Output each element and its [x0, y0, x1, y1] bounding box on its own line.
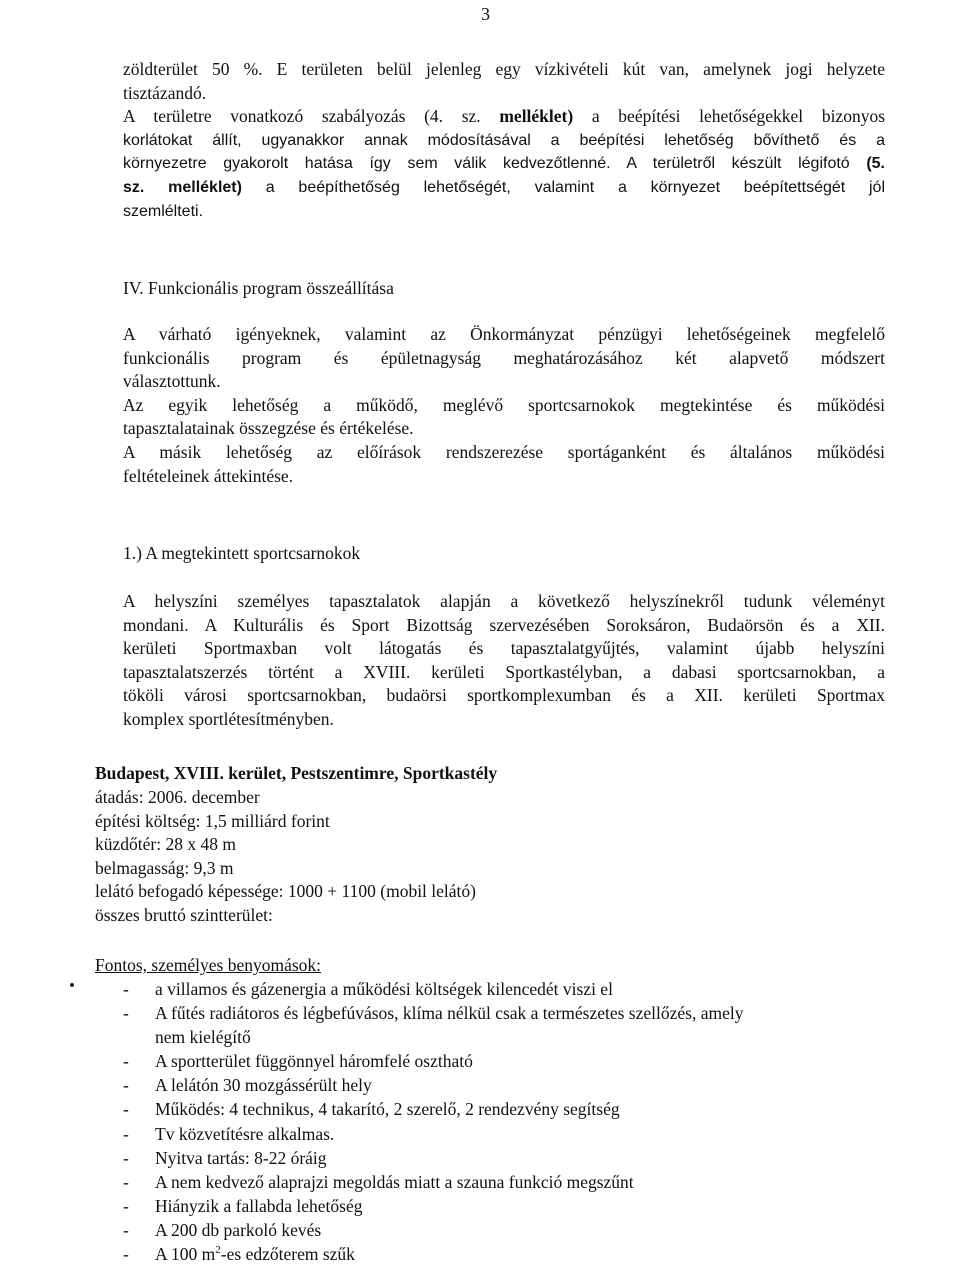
dash-marker: - [123, 979, 129, 999]
dash-marker: - [123, 1147, 129, 1168]
notes-list [123, 977, 885, 1266]
list-item-text: A nem kedvező alaprajzi megoldás miatt a szauna funkció megszűnt [155, 1171, 634, 1192]
list-item-text: a villamos és gázenergia a működési költségek kilencedét viszi el [155, 979, 613, 999]
dash-marker: - [123, 1123, 129, 1144]
section-heading: 1.) A megtekintett sportcsarnokok [123, 543, 361, 563]
list-item-text: A sportterület függönnyel háromfelé osztható [155, 1051, 473, 1072]
list-item [123, 1122, 885, 1146]
text-line: tapasztalatszerzés történt a XVIII. kerületi Sportkastélyban, a dabasi sportcsarnokban, a [123, 661, 885, 682]
dash-marker: - [123, 1219, 129, 1240]
dash-marker: - [123, 1244, 129, 1265]
venue-title: Budapest, XVIII. kerület, Pestszentimre, Sportkastély [95, 763, 498, 783]
notes-title: Fontos, személyes benyomások: [95, 955, 322, 975]
list-item [123, 1194, 885, 1218]
text-line: tököli városi sportcsarnokban, budaörsi sportkomplexumban és a XII. kerületi Sportmax [123, 685, 885, 706]
text-fragment: környezetre gyakorolt hatása így sem válik kedvezőtlenné. A területről készült légifotó [123, 155, 867, 173]
text-line [123, 176, 885, 200]
text-line: kerületi Sportmaxban volt látogatás és tapasztalatgyűjtés, valamint újabb helyszíni [123, 638, 885, 659]
text-line: funkcionális program és épületnagyság meghatározásához két alapvető módszert [123, 347, 885, 368]
dash-marker: - [123, 1075, 129, 1096]
list-item-text: nem kielégítő [155, 1027, 251, 1048]
list-item [123, 1073, 885, 1097]
list-item-text: Működés: 4 technikus, 4 takarító, 2 szerelő, 2 rendezvény segítség [155, 1099, 620, 1120]
dash-marker: - [123, 1171, 129, 1192]
venue-court: küzdőtér: 28 x 48 m [95, 834, 236, 855]
text-line: választottunk. [123, 371, 221, 392]
list-item [123, 1001, 885, 1049]
section1-paragraph [123, 590, 885, 732]
text-line: feltételeinek áttekintése. [123, 465, 294, 486]
dash-marker: - [123, 1003, 129, 1024]
dash-marker: - [123, 1195, 129, 1216]
section-heading: IV. Funkcionális program összeállítása [123, 278, 394, 298]
venue-area: összes bruttó szintterület: [95, 904, 273, 925]
dash-marker: - [123, 1099, 129, 1120]
text-line: A várható igényeknek, valamint az Önkormányzat pénzügyi lehetőségeinek megfelelő [123, 324, 885, 344]
venue-details [95, 786, 476, 928]
text-line: szemlélteti. [123, 202, 204, 220]
venue-height: belmagasság: 9,3 m [95, 857, 234, 878]
list-item-text: A 100 m [155, 1244, 216, 1265]
superscript: 2 [215, 1244, 221, 1257]
dash-marker: - [123, 1051, 129, 1072]
bold-text: sz. melléklet) [123, 178, 242, 196]
text-line: zöldterület 50 %. E területen belül jelenleg egy vízkivételi kút van, amelynek jogi helyzete [123, 59, 885, 79]
venue-cost: építési költség: 1,5 milliárd forint [95, 810, 330, 831]
intro-paragraph [123, 58, 885, 223]
list-item-text: Hiányzik a fallabda lehetőség [155, 1195, 363, 1216]
text-line: korlátokat állít, ugyanakkor annak módosításával a beépítési lehetőség bővíthető és a [123, 131, 885, 149]
section4-paragraph [123, 323, 885, 488]
list-item [123, 1146, 885, 1170]
text-fragment: A területre vonatkozó szabályozás (4. sz. [123, 106, 500, 127]
list-item [123, 977, 885, 1001]
list-item [123, 1170, 885, 1194]
venue-seats: lelátó befogadó képessége: 1000 + 1100 (mobil lelátó) [95, 881, 476, 902]
list-item-text: A lelátón 30 mozgássérült hely [155, 1075, 372, 1096]
list-item-text: Tv közvetítésre alkalmas. [155, 1123, 335, 1144]
text-line [123, 152, 885, 176]
list-item [123, 1049, 885, 1073]
list-item [123, 1218, 885, 1242]
bold-text: (5. [866, 155, 885, 173]
bold-text: melléklet) [499, 106, 574, 127]
stray-dot [70, 983, 74, 987]
list-item-text: A 200 db parkoló kevés [155, 1219, 322, 1240]
text-line [123, 105, 885, 129]
venue-handover: átadás: 2006. december [95, 787, 260, 807]
list-item-text: A fűtés radiátoros és légbefúvásos, klíma nélkül csak a természetes szellőzés, amely [155, 1003, 744, 1024]
list-item-text: Nyitva tartás: 8-22 óráig [155, 1147, 327, 1168]
text-fragment: a beépítési lehetőségekkel bizonyos [573, 106, 886, 127]
text-line: A helyszíni személyes tapasztalatok alapján a következő helyszínekről tudunk véleményt [123, 591, 885, 611]
page-number: 3 [481, 4, 490, 24]
text-line: Az egyik lehetőség a működő, meglévő sportcsarnokok megtekintése és működési [123, 394, 885, 415]
text-line: mondani. A Kulturális és Sport Bizottság szervezésében Soroksáron, Budaörsön és a XII. [123, 614, 885, 635]
list-item [123, 1242, 885, 1266]
text-fragment: a beépíthetőség lehetőségét, valamint a környezet beépítettségét jól [241, 178, 886, 196]
list-item-text: -es edzőterem szűk [220, 1244, 355, 1265]
text-line: komplex sportlétesítményben. [123, 708, 334, 729]
text-line: tisztázandó. [123, 82, 207, 103]
text-line: A másik lehetőség az előírások rendszerezése sportáganként és általános működési [123, 441, 885, 462]
list-item [123, 1097, 885, 1121]
text-line: tapasztalatainak összegzése és értékelése. [123, 418, 414, 439]
